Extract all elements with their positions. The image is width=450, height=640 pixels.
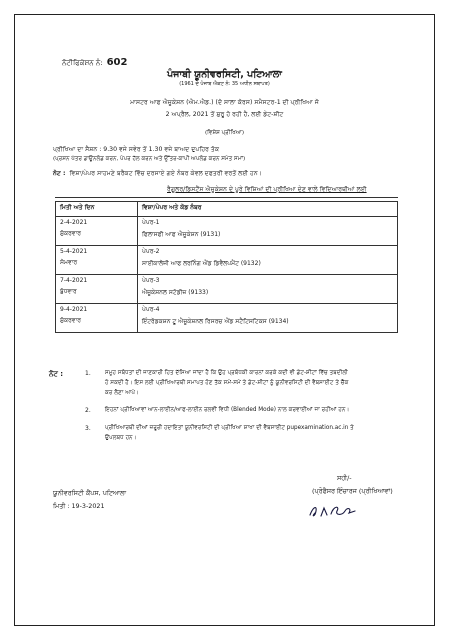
issue-date: ਮਿਤੀ : 19-3-2021 xyxy=(53,502,105,510)
subject-line-1: ਮਾਸਟਰ ਆਫ ਐਜੂਕੇਸ਼ਨ (ਐਮ.ਐਡ.) (ਦੋ ਸਾਲਾ ਕੋਰਸ) ਸਮੈਸਟਰ-1 ਦੀ ਪ੍ਰੀਖਿਆ ਜੋ xyxy=(130,99,319,106)
signed-sd: ਸਹੀ/- xyxy=(337,474,352,482)
notification-number xyxy=(62,57,127,68)
subject-cell xyxy=(138,304,398,333)
top-note-label: ਨੋਟ : xyxy=(53,170,66,177)
subject-line-2: 2 ਅਪ੍ਰੈਲ, 2021 ਤੋਂ ਸ਼ੁਰੂ ਹੋ ਰਹੀ ਹੈ, ਲਈ ਡੇਟ-ਸ਼ੀਟ xyxy=(165,111,284,118)
date-cell xyxy=(56,304,138,333)
paper-subject: ਫਿਲਾਸਫੀ ਆਫ ਐਜੂਕੇਸ਼ਨ (9131) xyxy=(142,231,221,238)
divider xyxy=(55,197,398,198)
paper-subject: ਐਜੂਕੇਸ਼ਨਲ ਸਟੱਡੀਜ਼ (9133) xyxy=(142,289,209,296)
table-row xyxy=(56,217,398,246)
date-cell xyxy=(56,246,138,275)
special-exam-label: (ਵਿਸ਼ੇਸ਼ ਪ੍ਰੀਖਿਆ) xyxy=(204,130,245,136)
note-2-number: 2. xyxy=(85,407,91,414)
handwritten-signature xyxy=(307,499,367,521)
note-3-line-1: ਪ੍ਰੀਖਿਆਰਥੀ ਦੀਆਂ ਜ਼ਰੂਰੀ ਹਦਾਇਤਾਂ ਯੂਨੀਵਰਸਿਟੀ ਦੀ ਪ੍ਰੀਖਿਆ ਸ਼ਾਖਾ ਦੀ ਵੈਬਸਾਈਟ pupexamination.ac.in ਤੇ xyxy=(105,425,354,431)
exam-day: ਸ਼ੁੱਕਰਵਾਰ xyxy=(60,317,82,324)
exam-day: ਸੋਮਵਾਰ xyxy=(60,259,78,266)
date-cell xyxy=(56,217,138,246)
notification-number-value: 602 xyxy=(106,57,128,68)
document-page xyxy=(14,14,435,626)
paper-number: ਪੇਪਰ-1 xyxy=(142,219,160,226)
exam-date: 5-4-2021 xyxy=(60,248,88,255)
top-note xyxy=(53,170,262,178)
university-name: ਪੰਜਾਬੀ ਯੂਨੀਵਰਸਿਟੀ, ਪਟਿਆਲਾ xyxy=(167,69,282,80)
table-header-row xyxy=(56,202,398,217)
exam-date: 7-4-2021 xyxy=(60,277,88,284)
note-3-line-2: ਉਪਲਬਧ ਹਨ। xyxy=(105,435,137,441)
table-row xyxy=(56,275,398,304)
paper-subject: ਇੰਟਰੋਡਕਸ਼ਨ ਟੂ ਐਜੂਕੇਸ਼ਨਲ ਰਿਸਰਚ ਐਂਡ ਸਟੈਟਿਸਟਿਕਸ (9134) xyxy=(142,318,289,325)
exam-date: 9-4-2021 xyxy=(60,306,88,313)
exam-session-note: (ਪ੍ਰਸ਼ਨ ਪੱਤਰ ਡਾਊਨਲੋਡ ਕਰਨ, ਪੇਪਰ ਹੱਲ ਕਰਨ ਅਤੇ ਉੱਤਰ-ਕਾਪੀ ਅਪਲੋਡ ਕਰਨ ਸਮੇਤ ਸਮਾਂ) xyxy=(53,156,246,162)
issue-place: ਯੂਨੀਵਰਸਿਟੀ ਕੈਂਪਸ, ਪਟਿਆਲਾ xyxy=(53,489,127,497)
column-header-date: ਮਿਤੀ ਅਤੇ ਦਿਨ xyxy=(56,202,138,217)
subject-cell xyxy=(138,217,398,246)
subject-cell xyxy=(138,275,398,304)
paper-number: ਪੇਪਰ-3 xyxy=(142,277,160,284)
note-1-line-1: ਸਮੂਹ ਸਬੰਧਤਾਂ ਦੀ ਜਾਣਕਾਰੀ ਹਿਤ ਦੱਸਿਆ ਜਾਂਦਾ ਹੈ ਕਿ ਉਹ ਪ੍ਰਬੰਧਕੀ ਕਾਰਨਾਂ ਕਰਕੇ ਕਦੀ ਵੀ ਡੇਟ-ਸ਼ੀਟਾਂ ਵਿੱਚ ਤਬਦੀਲੀ xyxy=(105,370,348,376)
note-2-line-1: ਇਹਨਾਂ ਪ੍ਰੀਖਿਆਵਾਂ ਆਨ-ਲਾਈਨ/ਆਫ-ਲਾਈਨ ਰਲਵੀਂ ਵਿਧੀ (Blended Mode) ਨਾਲ ਕਰਵਾਈਆਂ ਜਾ ਰਹੀਆਂ ਹਨ। xyxy=(105,407,350,413)
paper-number: ਪੇਪਰ-2 xyxy=(142,248,160,255)
note-1-line-2: ਹੋ ਸਕਦੀ ਹੈ। ਇਸ ਲਈ ਪ੍ਰੀਖਿਆਰਥੀ ਸਮਾਪਤ ਹੋਣ ਤੱਕ ਸਮੇਂ-ਸਮੇਂ ਤੇ ਡੇਟ-ਸ਼ੀਟਾਂ ਨੂੰ ਯੂਨੀਵਰਸਿਟੀ ਦੀ ਵੈਬਸਾਈਟ ਤੇ ਚੈੱਕ xyxy=(105,380,349,386)
notes-label: ਨੋਟ : xyxy=(49,370,64,378)
exam-date: 2-4-2021 xyxy=(60,219,88,226)
exam-day: ਸ਼ੁੱਕਰਵਾਰ xyxy=(60,230,82,237)
note-3-number: 3. xyxy=(85,425,91,432)
date-sheet-table xyxy=(55,201,398,333)
schedule-heading: ਰੈਗੂਲਰ/ਡਿਸਟੈਂਸ ਐਜੂਕੇਸ਼ਨ ਦੇ ਪੂਰੇ ਵਿਸ਼ਿਆਂ ਦੀ ਪ੍ਰੀਖਿਆ ਦੇਣ ਵਾਲੇ ਵਿਦਿਆਰਥੀਆਂ ਲਈ xyxy=(167,186,367,193)
paper-subject: ਸਾਈਕਾਲੋਜੀ ਆਫ ਲਰਨਿੰਗ ਐਂਡ ਡਿਵੈਲਪਮੈਂਟ (9132) xyxy=(142,260,261,267)
note-1-number: 1. xyxy=(85,370,91,377)
date-cell xyxy=(56,275,138,304)
establishment-note: (1961 ਦੇ ਪੰਜਾਬ ਐਕਟ ਨੰ: 35 ਅਧੀਨ ਸਥਾਪਤ) xyxy=(179,81,270,87)
exam-day: ਬੁੱਧਵਾਰ xyxy=(60,288,77,295)
subject-cell xyxy=(138,246,398,275)
exam-session-time: ਪ੍ਰੀਖਿਆ ਦਾ ਸੈਸ਼ਨ : 9.30 ਵਜੇ ਸਵੇਰ ਤੋਂ 1.30 ਵਜੇ ਬਾਅਦ ਦੁਪਹਿਰ ਤੱਕ xyxy=(53,146,220,153)
paper-number: ਪੇਪਰ-4 xyxy=(142,306,160,313)
top-note-text: ਵਿਸ਼ਾ/ਪੇਪਰ ਸਾਹਮਣੇ ਬਰੈਕਟ ਵਿੱਚ ਦਰਸਾਏ ਗਏ ਨੰਬਰ ਕੇਵਲ ਦਫਤਰੀ ਵਰਤੋਂ ਲਈ ਹਨ। xyxy=(69,170,262,177)
note-1-line-3: ਕਰ ਲੈਣਾ ਆਪੇ। xyxy=(105,390,139,396)
signatory-title: (ਪ੍ਰੋਫੈਸਰ ਇੰਚਾਰਜ (ਪ੍ਰੀਖਿਆਵਾਂ) xyxy=(312,487,393,495)
notification-label: ਨੋਟੀਫਿਕੇਸ਼ਨ ਨੰ: xyxy=(62,59,103,67)
table-row xyxy=(56,246,398,275)
column-header-subject: ਵਿਸ਼ਾ/ਪੇਪਰ ਅਤੇ ਕੋਡ ਨੰਬਰ xyxy=(138,202,398,217)
table-row xyxy=(56,304,398,333)
